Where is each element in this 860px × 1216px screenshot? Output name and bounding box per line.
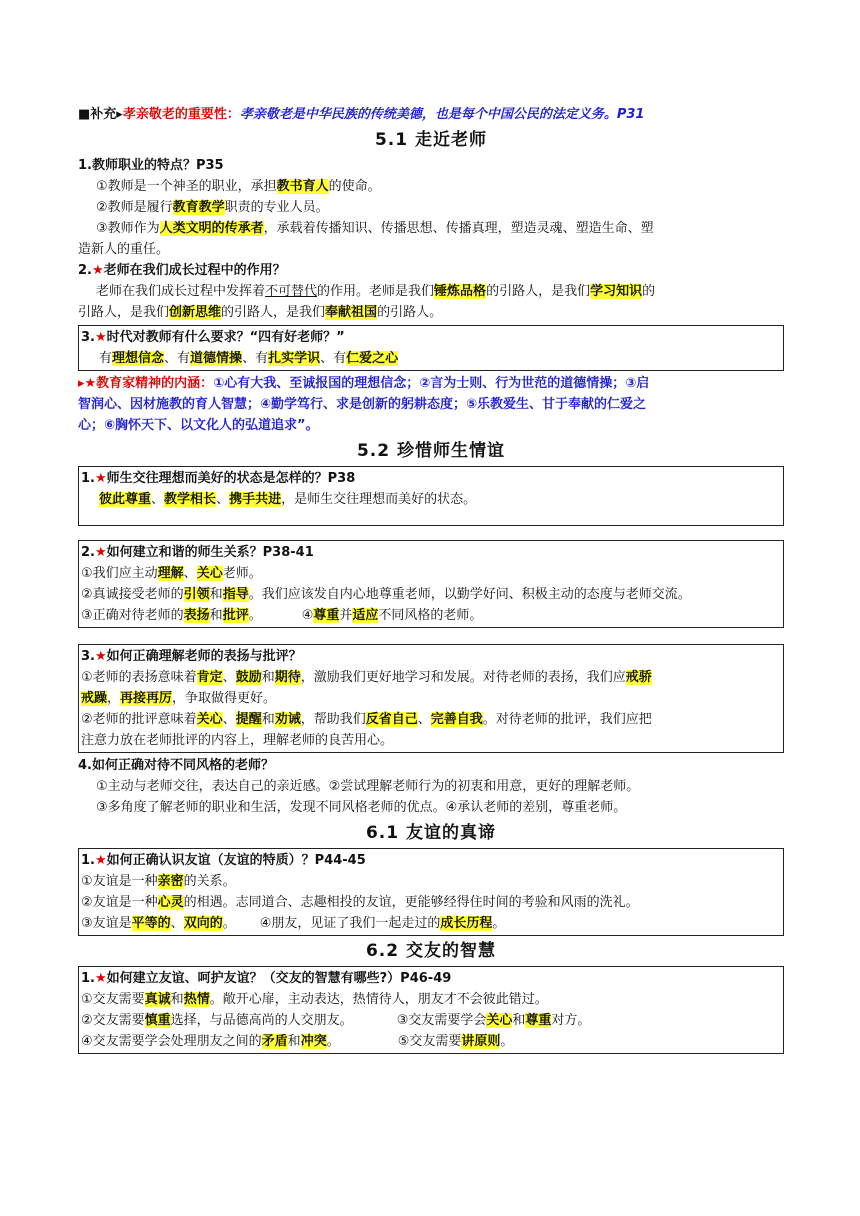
star-icon: ★ <box>94 545 107 560</box>
supplement-prefix: ■补充▸ <box>78 107 123 122</box>
supplement-title: 孝亲敬老的重要性： <box>122 107 240 122</box>
answer-line: ②老师的批评意味着关心、提醒和劝诫，帮助我们反省自己、完善自我。对待老师的批评，我们应把 <box>81 712 652 727</box>
educator-spirit-title: ▸★教育家精神的内涵：①心有大我、至诚报国的理想信念；②言为士则、行为世范的道德情操；③启 <box>78 376 650 391</box>
star-icon: ★ <box>91 263 104 278</box>
star-icon: ★ <box>94 330 107 345</box>
answer-line: ②友谊是一种心灵的相遇。志同道合、志趣相投的友谊，更能够经得住时间的考验和风雨的洗礼。 <box>81 895 639 910</box>
question-title: 1.★如何正确认识友谊（友谊的特质）？P44-45 <box>81 853 366 868</box>
section-title-6-1: 6.1 友谊的真谛 <box>365 823 497 843</box>
answer-line: ①友谊是一种亲密的关系。 <box>81 874 236 889</box>
question-box <box>78 325 784 371</box>
educator-spirit-line: 心；⑥胸怀天下、以文化人的弘道追求”。 <box>78 418 319 433</box>
answer-line: 注意力放在老师批评的内容上，理解老师的良苦用心。 <box>81 733 394 748</box>
answer-line: ①交友需要真诚和热情。敞开心扉，主动表达，热情待人，朋友才不会彼此错过。 <box>81 992 548 1007</box>
question-box <box>78 466 784 526</box>
section-title-6-2: 6.2 交友的智慧 <box>365 941 497 961</box>
question-title: 3.★时代对教师有什么要求？“四有好老师？” <box>81 330 345 345</box>
answer-line: ③教师作为人类文明的传承者，承载着传播知识、传播思想、传播真理，塑造灵魂、塑造生命、塑 <box>96 221 654 236</box>
star-icon: ★ <box>94 971 107 986</box>
question-title: 2.★老师在我们成长过程中的作用？ <box>78 263 286 278</box>
answer-line: ②交友需要慎重选择，与品德高尚的人交朋友。 ③交友需要学会关心和尊重对方。 <box>81 1013 591 1028</box>
star-icon: ★ <box>94 649 107 664</box>
answer-line: 戒躁，再接再厉，争取做得更好。 <box>81 691 277 706</box>
answer-line: ②真诚接受老师的引领和指导。我们应该发自内心地尊重老师，以勤学好问、积极主动的态度与老师交流。 <box>81 587 691 602</box>
answer-line: 造新人的重任。 <box>78 242 170 257</box>
answer-line: ①主动与老师交往，表达自己的亲近感。②尝试理解老师行为的初衷和用意，更好的理解老师。 <box>96 779 640 794</box>
answer-line: ①我们应主动理解、关心老师。 <box>81 566 262 581</box>
question-box <box>78 848 784 936</box>
answer-line: 老师在我们成长过程中发挥着不可替代的作用。老师是我们锤炼品格的引路人，是我们学习知识的 <box>96 284 656 299</box>
question-title: 2.★如何建立和谐的师生关系？P38-41 <box>81 545 314 560</box>
answer-line: ②教师是履行教育教学职责的专业人员。 <box>96 200 329 215</box>
question-box <box>78 540 784 628</box>
supplement-note <box>78 104 784 125</box>
answer-line: ①老师的表扬意味着肯定、鼓励和期待，激励我们更好地学习和发展。对待老师的表扬，我们应戒骄 <box>81 670 652 685</box>
star-icon: ★ <box>94 853 107 868</box>
answer-line: ④交友需要学会处理朋友之间的矛盾和冲突。 ⑤交友需要讲原则。 <box>81 1034 514 1049</box>
answer-line: ③正确对待老师的表扬和批评。 ④尊重并适应不同风格的老师。 <box>81 608 483 623</box>
supplement-text: 孝亲敬老是中华民族的传统美德，也是每个中国公民的法定义务。P31 <box>239 107 645 122</box>
star-icon: ★ <box>94 471 107 486</box>
question-box <box>78 966 784 1054</box>
answer-line: ①教师是一个神圣的职业，承担教书育人的使命。 <box>96 179 381 194</box>
answer-line: 引路人，是我们创新思维的引路人，是我们奉献祖国的引路人。 <box>78 305 443 320</box>
section-title-5-1: 5.1 走近老师 <box>374 130 488 150</box>
document-page <box>78 104 784 1056</box>
question-box <box>78 644 784 753</box>
answer-line: 有理想信念、有道德情操、有扎实学识、有仁爱之心 <box>99 351 399 366</box>
answer-line: 彼此尊重、教学相长、携手共进，是师生交往理想而美好的状态。 <box>99 492 477 507</box>
section-title-5-2: 5.2 珍惜师生情谊 <box>356 441 506 461</box>
question-title: 3.★如何正确理解老师的表扬与批评？ <box>81 649 302 664</box>
question-title: 1.教师职业的特点？P35 <box>78 158 224 173</box>
answer-line: ③友谊是平等的、双向的。 ④朋友，见证了我们一起走过的成长历程。 <box>81 916 506 931</box>
question-title: 4.如何正确对待不同风格的老师？ <box>78 758 274 773</box>
question-title: 1.★师生交往理想而美好的状态是怎样的？P38 <box>81 471 356 486</box>
question-title: 1.★如何建立友谊、呵护友谊？（交友的智慧有哪些?）P46-49 <box>81 971 452 986</box>
educator-spirit-line: 智润心、因材施教的育人智慧；④勤学笃行、求是创新的躬耕态度；⑤乐教爱生、甘于奉献的仁爱之 <box>78 397 647 412</box>
answer-line: ③多角度了解老师的职业和生活，发现不同风格老师的优点。④承认老师的差别，尊重老师。 <box>96 800 627 815</box>
